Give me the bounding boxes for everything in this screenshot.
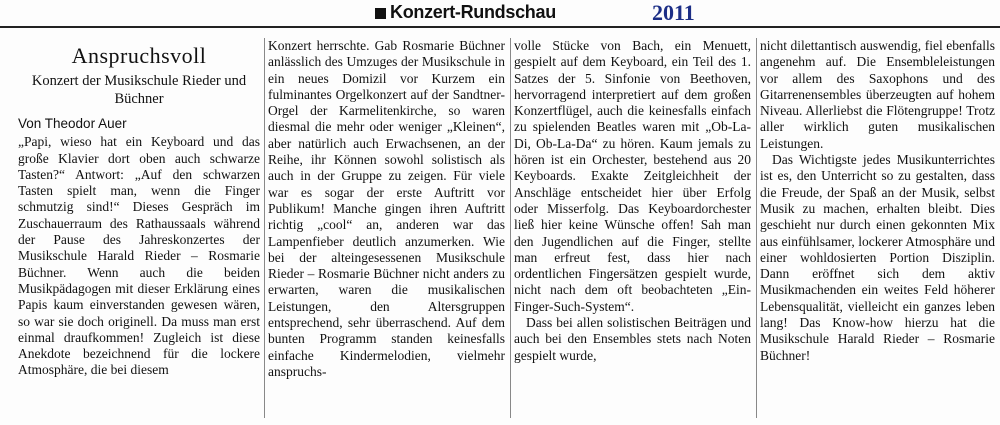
subheadline: Konzert der Musikschule Rieder und Büchner <box>31 73 247 107</box>
body-paragraph: Das Wichtigste jedes Musikunterrichtes ist es, den Unterricht so zu gestalten, dass die Freude, der Spaß an der Musik, selbst Musik zu machen, erhalten bleibt. Dies geschieht nur durch einen gekonnten Mix aus einfühlsamer, lockerer Atmosphäre und einer wohldosierten Portion Disziplin. Dann eröffnet sich dem aktiv Musikmachenden ein weites Feld höherer Lebensqualität, vielleicht ein ganzes leben lang! Das Know-how hierzu hat die Musikschule Harald Rieder – Rosmarie Büchner! <box>760 152 995 363</box>
article-column-1 <box>18 38 260 379</box>
masthead-rule <box>0 26 1000 28</box>
headline: Anspruchsvoll <box>71 43 207 68</box>
section-marker-icon <box>375 8 386 19</box>
column-divider <box>510 38 511 418</box>
article-column-3 <box>514 38 751 364</box>
masthead <box>0 0 1000 28</box>
article-column-4 <box>760 38 995 364</box>
column-divider <box>756 38 757 418</box>
body-paragraph: Konzert herrschte. Gab Rosmarie Büchner anlässlich des Umzuges der Musikschule in ein neues Domizil vor Kurzem ein fulminantes Orgelkonzert auf der Sandtner-Orgel der Karmelitenkirche, so waren diesmal die mehr oder weniger „Kleinen“, aber natürlich auch Erwachsenen, an der Reihe, ihr Können sowohl solistisch als auch in der Gruppe zu zeigen. Für viele war es sogar der erste Auftritt vor Publikum! Manche gingen ihren Auftritt richtig „cool“ an, anderen war das Lampenfieber deutlich anzumerken. Wie bei der alteingesessenen Musikschule Rieder – Rosmarie Büchner nicht anders zu erwarten, waren die musikalischen Leistungen, den Altersgruppen entsprechend, sehr überraschend. Auf dem bunten Programm standen keinesfalls einfache Kindermelodien, vielmehr anspruchs- <box>268 38 505 379</box>
body-paragraph: nicht dilettantisch auswendig, fiel ebenfalls angenehm auf. Die Ensembleleistungen vor allem des Saxophons und des Gitarrenensembles überzeugten auf hohem Niveau. Allerliebst die Flötengruppe! Trotz aller wirklich guten musikalischen Leistungen. <box>760 38 995 151</box>
year-label: 2011 <box>652 0 695 25</box>
article-column-2 <box>268 38 505 380</box>
body-paragraph: Dass bei allen solistischen Beiträgen und auch bei den Ensembles stets nach Noten gespielt wurde, <box>514 315 751 363</box>
body-paragraph: volle Stücke von Bach, ein Menuett, gespielt auf dem Keyboard, ein Teil des 1. Satzes der 5. Sinfonie von Beethoven, hervorragend interpretiert auf dem großen Konzertflügel, auch die keinesfalls einfach zu spielenden Beatles waren mit „Ob-La-Di, Ob-La-Da“ zu hören. Kaum jemals zu hören ist ein Orchester, bestehend aus 20 Keyboards. Exakte Zeitgleichheit der Anschläge entscheidet hier über Erfolg oder Misserfolg. Das Keyboardorchester ließ hier keine Wünsche offen! Sah man den Jugendlichen auf die Finger, stellte man erfreut fest, dass hier nach ordentlichen Fingersätzen gespielt wurde, nicht nach dem oft beobachteten „Ein-Finger-Such-System“. <box>514 38 751 314</box>
section-title: Konzert-Rundschau <box>390 2 556 22</box>
body-paragraph: „Papi, wieso hat ein Keyboard und das große Klavier dort oben auch schwarze Tasten?“ Antwort: „Auf den schwarzen Tasten spielt man, wenn die Finger schmutzig sind!“ Dieses Gespräch im Zuschauerraum des Rathaussaals während der Pause des Jahreskonzertes der Musikschule Harald Rieder – Rosmarie Büchner. Wenn auch die beiden Musikpädagogen mit dieser Erklärung eines Papis kaum einverstanden gewesen wären, so war sie doch originell. Da muss man erst einmal draufkommen! Zugleich ist diese Anekdote bezeichnend für die lockere Atmosphäre, die bei diesem <box>18 134 260 378</box>
byline: Von Theodor Auer <box>18 116 127 131</box>
column-divider <box>264 38 265 418</box>
